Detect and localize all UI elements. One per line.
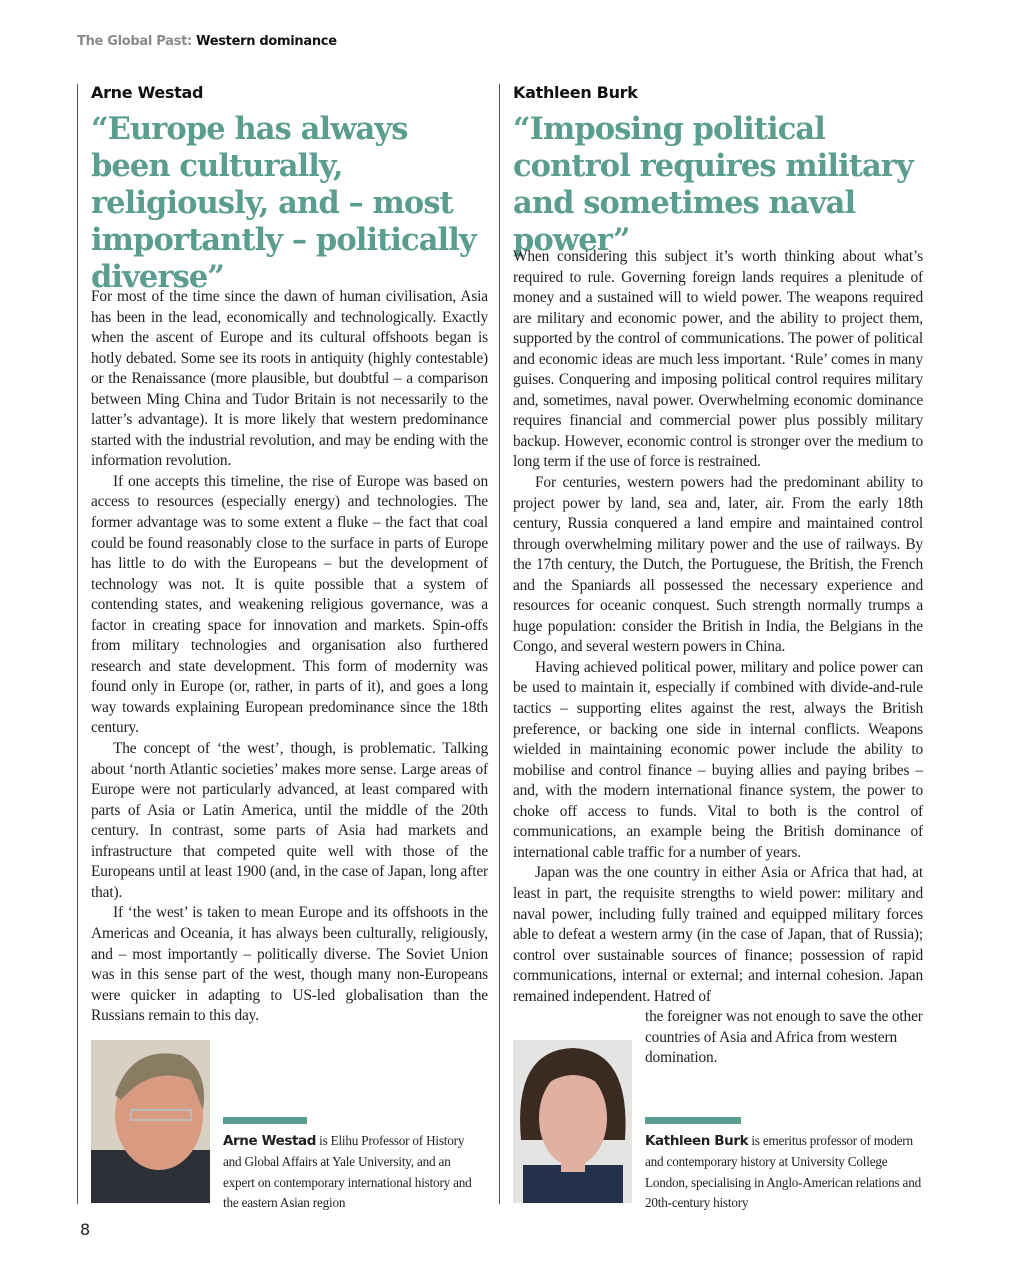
headline: “Europe has always been culturally, religiously, and – most importantly – politically diverse”: [91, 111, 476, 295]
paragraph: When considering this subject it’s worth thinking about what’s required to rule. Governing foreign lands requires a plenitude of money and a sustained will to wield power. The weapons required are military and economic power, and the ability to project them, supported by the control of communications. The power of political and economic ideas are much less important. ‘Rule’ comes in many guises. Conquering and imposing political control requires military and, sometimes, naval power. Overwhelming economic dominance requires financial and commercial power plus possibly military backup. However, economic control is stronger over the medium to long term if the use of force is restrained.: [513, 248, 923, 471]
author-bio: [223, 1117, 483, 1214]
article-body: [91, 287, 488, 1027]
bio-text: is emeritus professor of modern and contemporary history at University College London, specialising in Anglo-American relations and 20th-century history: [645, 1133, 921, 1211]
author-bio: [645, 1117, 925, 1214]
left-column: [77, 83, 492, 1211]
author-photo: [91, 1040, 210, 1203]
running-head: [77, 34, 337, 49]
topic-label: Western dominance: [196, 34, 337, 49]
bio-name: Arne Westad: [223, 1133, 317, 1149]
paragraph: For centuries, western powers had the predominant ability to project power by land, sea and, later, air. From the early 18th century, Russia conquered a land empire and maintained control through overwhelming military power and the use of railways. By the 17th century, the Dutch, the Portuguese, the British, the French and the Spaniards all possessed the necessary experience and resources for oceanic conquest. Such strength normally trumps a huge population: consider the British in India, the Belgians in the Congo, and several western powers in China.: [513, 474, 923, 656]
paragraph: For most of the time since the dawn of human civilisation, Asia has been in the lead, economically and technologically. Exactly when the ascent of Europe and its cultural offshoots began is hotly debated. Some see its roots in antiquity (highly contestable) or the Renaissance (more plausible, but doubtful – a comparison between Ming China and Tudor Britain is not necessarily to the latter’s advantage). It is more likely that western predominance started with the industrial revolution, and may be ending with the information revolution.: [91, 288, 488, 470]
paragraph: The concept of ‘the west’, though, is problematic. Talking about ‘north Atlantic societies’ makes more sense. Large areas of Europe were not particularly advanced, at least compared with parts of Asia or Latin America, until the middle of the 20th century. In contrast, some parts of Asia had markets and infrastructure that competed quite well with those of the Europeans until at least 1900 (and, in the case of Japan, long after that).: [91, 740, 488, 901]
headline: “Imposing political control requires military and sometimes naval power”: [513, 111, 913, 258]
accent-bar: [223, 1117, 307, 1124]
article-body: [513, 247, 923, 1069]
paragraph: If ‘the west’ is taken to mean Europe and its offshoots in the Americas and Oceania, it has always been culturally, religiously, and – most importantly – politically diverse. The Soviet Union was in this sense part of the west, though many non-Europeans were quicker in adapting to US-led globalisation than the Russians remain to this day.: [91, 904, 488, 1025]
section-label: The Global Past:: [77, 34, 192, 49]
paragraph: If one accepts this timeline, the rise of Europe was based on access to resources (especially energy) and technologies. The former advantage was to some extent a fluke – the fact that coal could be found reasonably close to the surface in parts of Europe has little to do with the Europeans – but the development of technology was not. It is quite possible that a system of contending states, and weakening religious governance, was a factor in creating space for innovation and markets. Spin-offs from military technologies and organisation also furthered research and state development. This form of modernity was found only in Europe (or, rather, in parts of it), and goes a long way towards explaining European predominance since the 18th century.: [91, 472, 488, 737]
accent-bar: [645, 1117, 741, 1124]
author-name: Kathleen Burk: [513, 83, 638, 102]
right-column: [499, 83, 929, 1211]
author-name: Arne Westad: [91, 83, 204, 102]
page-number: 8: [80, 1220, 91, 1239]
paragraph: Japan was the one country in either Asia or Africa that had, at least in part, the requisite strengths to wield power: military and naval power, including fully trained and equipped military forces able to defeat a western army (in the case of Japan, that of Russia); control over sustainable sources of finance; possession of rapid communications, internal or external; and internal cohesion. Japan remained independent. Hatred of: [513, 864, 923, 1005]
author-photo: [513, 1040, 632, 1203]
bio-name: Kathleen Burk: [645, 1133, 749, 1149]
bio-text: is Elihu Professor of History and Global Affairs at Yale University, and an expert on contemporary international history and the eastern Asian region: [223, 1133, 472, 1211]
paragraph: Having achieved political power, military and police power can be used to maintain it, especially if combined with divide-and-rule tactics – supporting elites against the rest, always the British preference, or backing one side in internal conflicts. Weapons wielded in maintaining economic power include the ability to mobilise and control finance – buying allies and paying bribes – and, with the modern international finance system, the power to choke off access to funds. Vital to both is the control of communications, an example being the British dominance of international cable traffic for a number of years.: [513, 658, 923, 861]
paragraph-wrap: the foreigner was not enough to save the other countries of Asia and Africa from western domination.: [645, 1008, 923, 1067]
